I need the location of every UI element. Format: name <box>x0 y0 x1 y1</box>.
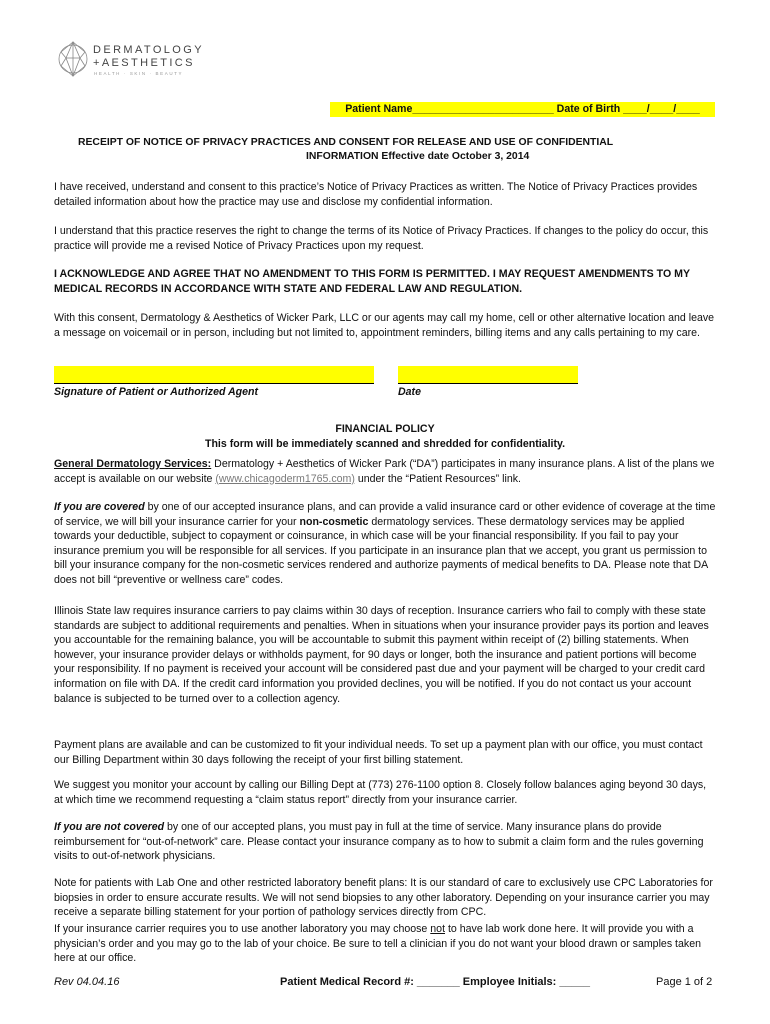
lotus-logo-icon <box>56 34 90 84</box>
financial-policy-subheading: This form will be immediately scanned and shredded for confidentiality. <box>204 438 566 450</box>
contact-consent-paragraph: With this consent, Dermatology & Aesthetics of Wicker Park, LLC or our agents may call my home, cell or other alternative location and leave a message on voicemail or in person, including but not limited to, appointment reminders, billing items and any calls pertaining to my care. <box>54 312 715 339</box>
general-services-paragraph <box>54 457 716 486</box>
website-link[interactable]: (www.chicagoderm1765.com) <box>215 472 355 485</box>
general-services-text-a: Dermatology + Aesthetics of Wicker Park (“DA”) participates in many insurance plans. A list of the plans we accept is available on our website <box>54 458 715 485</box>
logo-tagline: HEALTH · SKIN · BEAUTY <box>94 71 184 76</box>
other-lab-paragraph <box>54 922 716 966</box>
covered-text-a: by one of our accepted insurance plans, and can provide a valid insurance card or other evidence of coverage at the time of service, we will bill your insurance carrier for your <box>54 501 716 528</box>
payment-plans-paragraph: Payment plans are available and can be customized to fit your individual needs. To set up a payment plan with our office, you must contact our Billing Department within 30 days following the receipt of your first billing statement. <box>54 739 703 766</box>
general-services-text-b: under the “Patient Resources” link. <box>354 472 521 485</box>
amendment-notice: I ACKNOWLEDGE AND AGREE THAT NO AMENDMENT TO THIS FORM IS PERMITTED. I MAY REQUEST AMENDMENTS TO MY MEDICAL RECORDS IN ACCORDANCE WITH STATE AND FEDERAL LAW AND REGULATION. <box>54 268 690 295</box>
record-initials-field[interactable]: Patient Medical Record #: _______ Employee Initials: _____ <box>280 976 590 988</box>
not-covered-text: by one of our accepted plans, you must pay in full at the time of service. Many insurance plans do provide reimbursement for “out-of-network” care. Please contact your insurance company as to how to submit a claim form and the rules governing visits to out-of-network physicians. <box>54 821 704 863</box>
lab-one-paragraph: Note for patients with Lab One and other restricted laboratory benefit plans: It is our standard of care to exclusively use CPC Laboratories for biopsies in order to ensure accurate results. We will not send biopsies to any other laboratory. Depending on your insurance carrier you may receive a separate billing statement for your portion of pathology services directly from CPC. <box>54 877 713 919</box>
patient-name-dob-field[interactable]: Patient Name________________________ Date of Birth ____/____/____ <box>330 102 715 117</box>
other-lab-not: not <box>430 923 446 935</box>
financial-policy-heading: FINANCIAL POLICY <box>335 423 435 435</box>
non-cosmetic-emphasis: non-cosmetic <box>299 515 369 528</box>
practice-logo <box>56 34 206 84</box>
other-lab-text-b: to have lab work done here. It will provide you with a physician’s order and you may go to the lab of your choice. Be sure to tell a clinician if you do not want your blood drawn or samples taken here at our office. <box>54 923 701 965</box>
covered-label: If you are covered <box>54 501 145 513</box>
receipt-title-line-2: INFORMATION Effective date October 3, 2014 <box>306 151 530 162</box>
not-covered-label: If you are not covered <box>54 821 165 833</box>
signature-label: Signature of Patient or Authorized Agent <box>54 386 259 398</box>
account-monitor-paragraph: We suggest you monitor your account by calling our Billing Dept at (773) 276-1100 option 8. Closely follow balances aging beyond 30 days, at which time we recommend requesting a “claim status report” directly from your insurance carrier. <box>54 779 707 806</box>
consent-paragraph-1: I have received, understand and consent to this practice’s Notice of Privacy Practices as written. The Notice of Privacy Practices provides detailed information about how the practice may use and disclose my confidential information. <box>54 181 698 208</box>
illinois-law-paragraph: Illinois State law requires insurance carriers to pay claims within 30 days of reception. Insurance carriers who fail to comply with these state standards are subject to additional requirements and penalties. When in situations when your insurance provider pays its portion and leaves you accountable for the remaining balance, you will be accountable to submit this payment within receipt of (2) billing statements. When however, your insurance provider delays or withholds payment, for 90 days or longer, both the insurance and patient portions will become your responsibility. If no payment is received your account will be considered past due and your payment will be charged to your credit card information on file with DA. If the credit card information you provided declines, you will be notified. If you do not contact us your account balance is subjected to be turned over to a collection agency. <box>54 605 709 705</box>
covered-paragraph <box>54 500 716 588</box>
page-number: Page 1 of 2 <box>656 976 713 988</box>
receipt-title <box>78 136 678 164</box>
logo-line-2: +AESTHETICS <box>93 57 195 69</box>
receipt-title-line-1: RECEIPT OF NOTICE OF PRIVACY PRACTICES AND CONSENT FOR RELEASE AND USE OF CONFIDENTIAL <box>78 137 614 148</box>
logo-line-1: DERMATOLOGY <box>93 44 204 56</box>
covered-text-b: dermatology services. These dermatology services may be applied towards your deductible, subject to copayment or coinsurance, in which case will be your financial responsibility. If you fail to pay your insurance premium you will be responsible for all services. If you participate in an insurance plan that we accept, you grant us permission to bill your insurance company for the non-cosmetic services rendered and authorize payments of medical benefits to DA. Please note that DA does not bill “preventive or wellness care” codes. <box>54 515 708 586</box>
other-lab-text-a: If your insurance carrier requires you to use another laboratory you may choose <box>54 923 431 935</box>
date-label: Date <box>398 386 421 398</box>
not-covered-paragraph <box>54 820 716 864</box>
revision-label: Rev 04.04.16 <box>54 976 120 988</box>
date-line[interactable] <box>398 366 578 384</box>
signature-line[interactable] <box>54 366 374 384</box>
general-services-label: General Dermatology Services: <box>54 458 212 470</box>
consent-paragraph-2: I understand that this practice reserves the right to change the terms of its Notice of Privacy Practices. If changes to the policy do occur, this practice will provide me a revised Notice of Privacy Practices upon my request. <box>54 225 709 252</box>
